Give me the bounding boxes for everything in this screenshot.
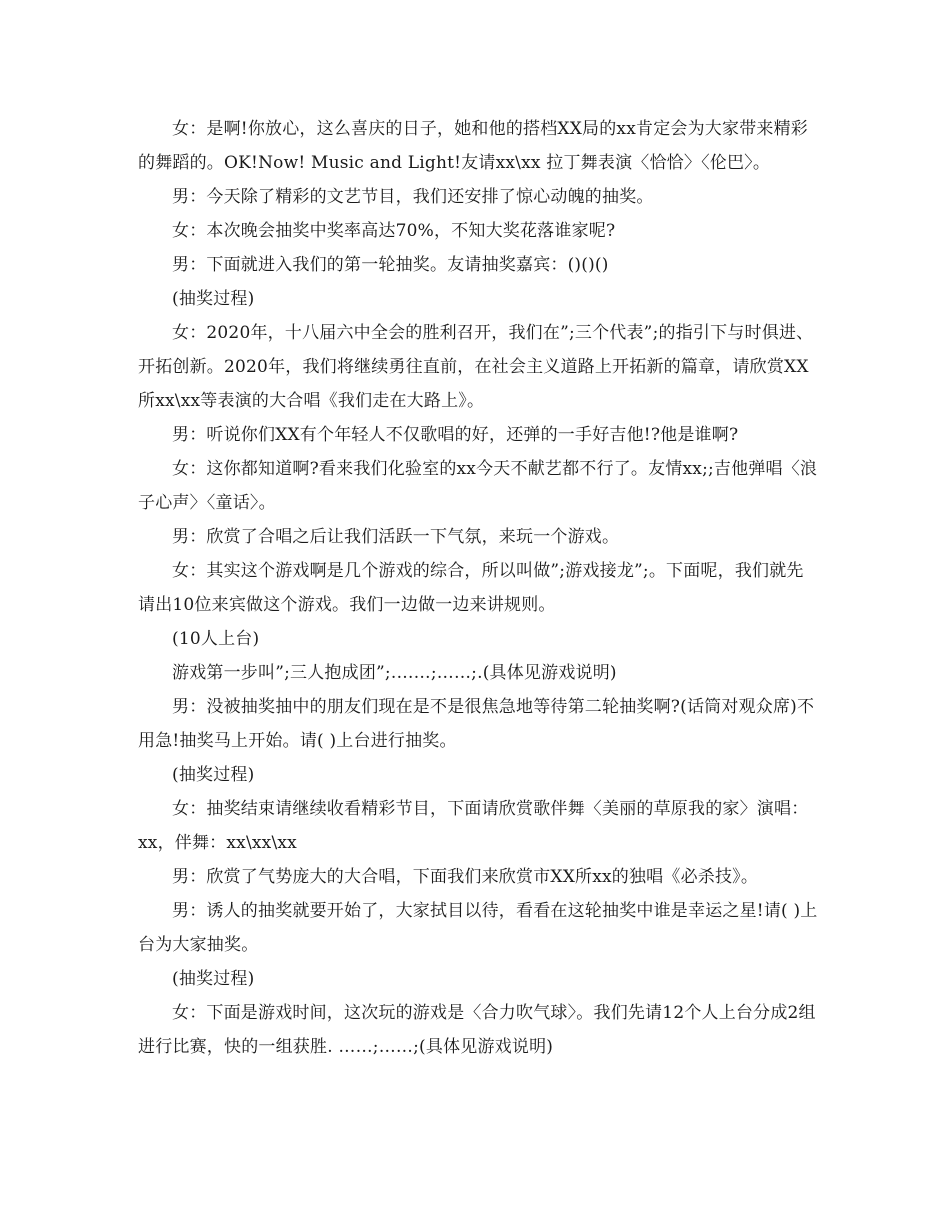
paragraph: 男：今天除了精彩的文艺节目，我们还安排了惊心动魄的抽奖。 [172, 187, 654, 207]
paragraph: 女：其实这个游戏啊是几个游戏的综合，所以叫做”;游戏接龙”;。下面呢，我们就先请出10位来宾做这个游戏。我们一边做一边来讲规则。 [138, 561, 804, 615]
paragraph: 女：本次晚会抽奖中奖率高达70%，不知大奖花落谁家呢? [172, 221, 616, 241]
paragraph: (10人上台) [172, 629, 260, 649]
paragraph: 男：没被抽奖抽中的朋友们现在是不是很焦急地等待第二轮抽奖啊?(话筒对观众席)不用急!抽奖马上开始。请( )上台进行抽奖。 [138, 697, 815, 751]
paragraph: (抽奖过程) [172, 969, 255, 989]
document-body [138, 112, 818, 1064]
paragraph: 游戏第一步叫”;三人抱成团”;.……;……;.(具体见游戏说明) [172, 663, 617, 683]
paragraph: 女：是啊!你放心，这么喜庆的日子，她和他的搭档XX局的xx肯定会为大家带来精彩的舞蹈的。OK!Now! Music and Light!友请xx\xx 拉丁舞表演〈恰恰〉〈伦巴〉。 [138, 119, 809, 173]
paragraph: (抽奖过程) [172, 289, 255, 309]
paragraph: 男：欣赏了气势庞大的大合唱，下面我们来欣赏市XX所xx的独唱《必杀技》。 [172, 867, 759, 887]
paragraph: 女：这你都知道啊?看来我们化验室的xx今天不献艺都不行了。友情xx;;吉他弹唱〈浪子心声〉〈童话〉。 [138, 459, 818, 513]
paragraph: 男：诱人的抽奖就要开始了，大家拭目以待，看看在这轮抽奖中谁是幸运之星!请( )上台为大家抽奖。 [138, 901, 818, 955]
paragraph: 女：抽奖结束请继续收看精彩节目，下面请欣赏歌伴舞〈美丽的草原我的家〉演唱：xx，伴舞：xx\xx\xx [138, 799, 809, 853]
paragraph: 男：下面就进入我们的第一轮抽奖。友请抽奖嘉宾：()()() [172, 255, 609, 275]
paragraph: 女：下面是游戏时间，这次玩的游戏是〈合力吹气球〉。我们先请12个人上台分成2组进行比赛，快的一组获胜. ……;……;(具体见游戏说明) [138, 1003, 816, 1057]
paragraph: 男：欣赏了合唱之后让我们活跃一下气氛，来玩一个游戏。 [172, 527, 620, 547]
paragraph: 女：2020年，十八届六中全会的胜利召开，我们在”;三个代表”;的指引下与时俱进、开拓创新。2020年，我们将继续勇往直前，在社会主义道路上开拓新的篇章，请欣赏XX所xx\xx等表演的大合唱《我们走在大路上》。 [138, 323, 814, 411]
paragraph: (抽奖过程) [172, 765, 255, 785]
paragraph: 男：听说你们XX有个年轻人不仅歌唱的好，还弹的一手好吉他!?他是谁啊? [172, 425, 739, 445]
